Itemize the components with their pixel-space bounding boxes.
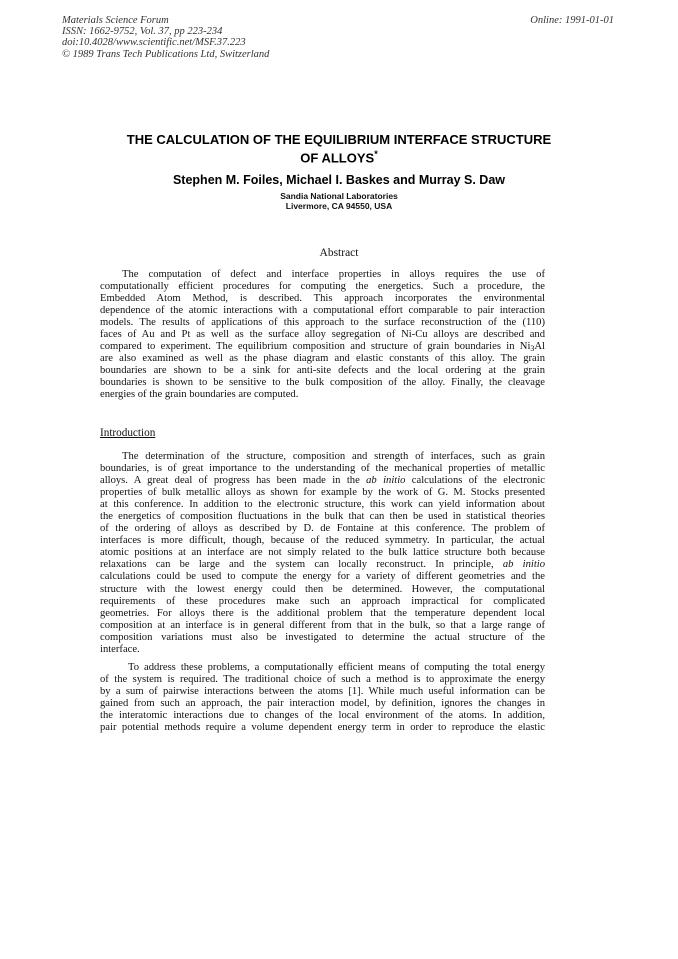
affiliation xyxy=(60,191,618,211)
abstract-line: Embedded Atom Method, is described. This approach incorporates the environmental xyxy=(100,293,545,305)
abstract-line: computationally efficient procedures for computing the energetics. Such a procedure, the xyxy=(100,281,545,293)
body-line: of the ordering of alloys as described by D. de Fontaine at this conference. The problem of xyxy=(100,523,545,535)
body-line: boundaries, is of great importance to the understanding of the mechanical properties of metallic xyxy=(100,463,545,475)
body-line: To address these problems, a computationally efficient means of computing the total energy xyxy=(128,662,545,673)
abstract-line: boundaries is shown to be sensitive to the bulk composition of the alloy. Finally, the cleavage xyxy=(100,377,545,389)
abstract-body xyxy=(100,269,545,402)
abstract-line: compared to experiment. The equilibrium composition and structure of grain boundaries in $Ni_3Al$ xyxy=(100,341,545,354)
abstract-line: dependence of the atomic interactions with a computational effort comparable to pair interaction xyxy=(100,305,545,317)
introduction-paragraph-2 xyxy=(100,662,545,734)
introduction-heading: Introduction xyxy=(100,427,156,439)
body-line: pair potential methods require a volume dependent energy term in order to reproduce the elastic xyxy=(100,722,545,734)
formula-subscript: 3 xyxy=(530,344,535,354)
affiliation-line-1: Sandia National Laboratories xyxy=(280,191,398,201)
affiliation-line-2: Livermore, CA 94550, USA xyxy=(285,201,393,211)
body-line: composition variations must also be investigated to determine the actual structure of the xyxy=(100,631,545,643)
body-line: The determination of the structure, composition and strength of interfaces, such as grain xyxy=(122,451,545,462)
body-line: the interatomic interactions due to changes of the local environment of the atoms. In addition, xyxy=(100,710,545,722)
body-line: calculations could be used to compute the energy for a variety of different geometries and the xyxy=(100,571,545,583)
abstract-line: are also examined as well as the phase diagram and elastic constants of this alloy. The grain xyxy=(100,353,545,365)
body-line: the energetics of composition fluctuations in the bulk that can then be used in statistical theories xyxy=(100,511,545,523)
title-footnote-mark: * xyxy=(374,149,378,159)
citation-header xyxy=(62,15,269,60)
body-line: of the system is required. The traditional choice of such a method is to approximate the energy xyxy=(100,674,545,686)
body-line: interface. xyxy=(100,643,140,655)
formula-tail: Al xyxy=(534,341,545,353)
abstract-line: The computation of defect and interface properties in alloys requires the use of xyxy=(122,269,545,280)
body-line: atomic positions at an interface are not simply related to the bulk lattice structure both because xyxy=(100,547,545,559)
body-line: structure with the lowest energy could then be determined. However, the computational xyxy=(100,583,545,595)
body-line: requirements of these procedures make such an approach impractical for complicated xyxy=(100,595,545,607)
body-line: gained from such an approach, the pair interaction model, by definition, ignores the changes in xyxy=(100,698,545,710)
body-line: interfaces is more difficult, though, because of the reduced symmetry. In particular, the actual xyxy=(100,535,545,547)
abstract-heading: Abstract xyxy=(319,247,359,259)
body-line: by a sum of pairwise interactions between the atoms [1]. While much useful information can be xyxy=(100,686,545,698)
title-line-2: OF ALLOYS* xyxy=(300,149,378,166)
copyright-line: © 1989 Trans Tech Publications Ltd, Switzerland xyxy=(62,48,270,60)
body-line: relaxations can be large and the system can locally reconstruct. In principle, ab initio xyxy=(100,559,546,571)
journal-name: Materials Science Forum xyxy=(62,15,169,26)
body-line: geometries. For alloys there is the additional problem that the temperature dependent local xyxy=(100,607,545,619)
body-line: at this conference. In addition to the electronic structure, this work can yield information about xyxy=(100,499,545,511)
title-line-1: THE CALCULATION OF THE EQUILIBRIUM INTERFACE STRUCTURE xyxy=(126,132,552,147)
author-list: Stephen M. Foiles, Michael I. Baskes and Murray S. Daw xyxy=(172,173,506,187)
paper-title xyxy=(60,133,618,165)
italic-term: ab initio xyxy=(366,475,406,487)
body-line: alloys. A great deal of progress has been made in the ab initio calculations of the electronic xyxy=(100,475,545,487)
abstract-line: faces of Au and Pt as well as the surface alloy segregation of Ni-Cu alloys are described and xyxy=(100,329,545,341)
abstract-line: energies of the grain boundaries are computed. xyxy=(100,389,299,401)
abstract-line: boundaries are shown to be a sink for anti-site defects and the local ordering at the grain xyxy=(100,365,545,377)
issn-line: ISSN: 1662-9752, Vol. 37, pp 223-234 xyxy=(62,26,223,38)
introduction-paragraph-1 xyxy=(100,451,545,656)
body-line: composition at an interface is in general different from that in the bulk, so that a large range of xyxy=(100,619,545,631)
body-line: properties of bulk metallic alloys as shown for example by the work of G. M. Stocks presented xyxy=(100,487,545,499)
online-date: Online: 1991-01-01 xyxy=(530,15,614,26)
doi-line: doi:10.4028/www.scientific.net/MSF.37.223 xyxy=(62,37,246,49)
italic-term: ab initio xyxy=(502,559,546,571)
abstract-line: models. The results of applications of this approach to the surface reconstruction of the (110) xyxy=(100,317,545,329)
